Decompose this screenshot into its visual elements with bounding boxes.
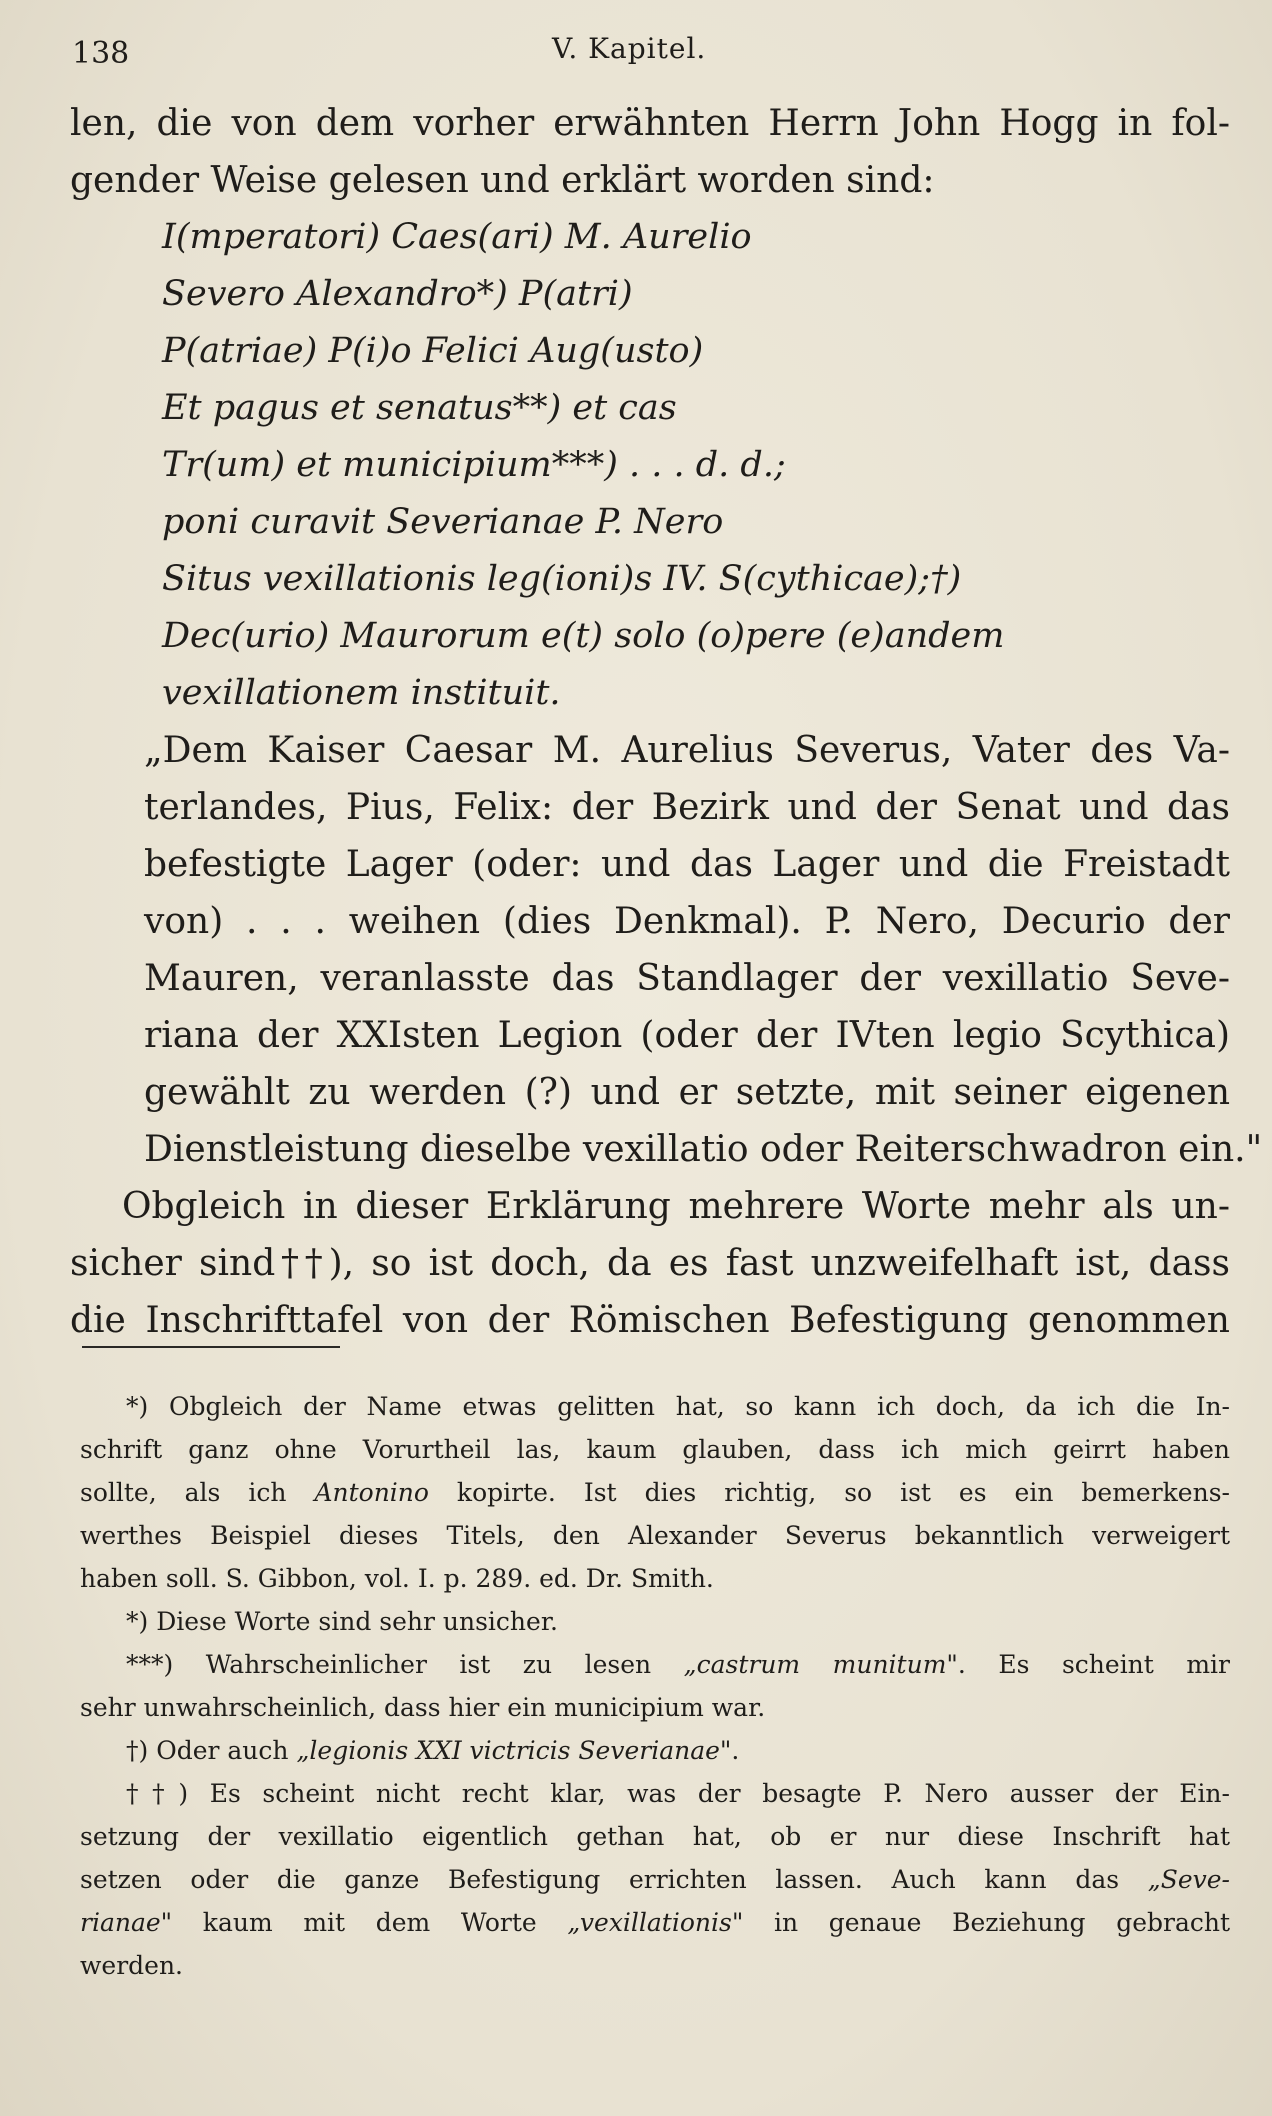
main-text (70, 95, 1263, 1349)
footnote-text: . Es scheint mir (957, 1650, 1230, 1679)
text-line: gender Weise gelesen und erklärt worden sind: (70, 160, 935, 201)
footnote-line (80, 1471, 1230, 1514)
inscription-line: Et pagus et senatus**) et cas (162, 388, 677, 428)
closing-paragraph (70, 1178, 1230, 1349)
inscription-line: I(mperatori) Caes(ari) M. Aurelio (162, 217, 752, 257)
footnote-line: werden. (80, 1951, 183, 1980)
footnote-italic: „Seve- (1147, 1865, 1230, 1894)
inscription-line: Situs vexillationis leg(ioni)s IV. S(cythicae);†) (162, 559, 962, 599)
text-line: Dienstleistung dieselbe vexillatio oder Reiterschwadron ein." (144, 1129, 1263, 1170)
footnote-italic: „legionis XXI victricis Severianae" (296, 1736, 732, 1765)
translation-paragraph (70, 722, 1263, 1178)
text-line: gewählt zu werden (?) und er setzte, mit seiner eigenen (144, 1072, 1230, 1113)
footnote-line: setzung der vexillatio eigentlich gethan hat, ob er nur diese Inschrift hat (80, 1822, 1230, 1851)
footnote-rule (82, 1346, 340, 1348)
footnote-line (80, 1729, 1230, 1772)
footnote-text: kaum mit dem Worte (172, 1908, 568, 1937)
footnote-line: werthes Beispiel dieses Titels, den Alexander Severus bekanntlich verweigert (80, 1521, 1230, 1550)
footnote-italic: Antonino (314, 1478, 429, 1507)
footnote-text: . (731, 1736, 740, 1765)
text-line: Obgleich in dieser Erklärung mehrere Worte mehr als un- (122, 1186, 1230, 1227)
footnote-italic: rianae" (80, 1908, 173, 1937)
text-line: von) . . . weihen (dies Denkmal). P. Nero, Decurio der (144, 901, 1230, 942)
inscription-line: vexillationem instituit. (162, 673, 561, 713)
page-number: 138 (72, 36, 130, 71)
footnote-line (80, 1901, 1230, 1944)
inscription-line: Severo Alexandro*) P(atri) (162, 274, 633, 314)
footnote-italic: „castrum munitum" (683, 1650, 958, 1679)
text-line: befestigte Lager (oder: und das Lager und die Freistadt (144, 844, 1230, 885)
footnote-line (80, 1643, 1230, 1686)
text-line: sicher sind††), so ist doch, da es fast unzweifelhaft ist, dass (70, 1243, 1230, 1284)
footnote-text: in genaue Beziehung gebracht (743, 1908, 1230, 1937)
footnote-text: sollte, als ich (80, 1478, 315, 1507)
running-head: V. Kapitel. (552, 32, 707, 65)
inscription-line: poni curavit Severianae P. Nero (162, 502, 724, 542)
footnotes (80, 1385, 1230, 1987)
text-line: die Inschrifttafel von der Römischen Befestigung genommen (70, 1300, 1230, 1341)
footnote-line: sehr unwahrscheinlich, dass hier ein municipium war. (80, 1693, 766, 1722)
inscription-line: Tr(um) et municipium***) . . . d. d.; (162, 445, 786, 485)
footnote-line: schrift ganz ohne Vorurtheil las, kaum glauben, dass ich mich geirrt haben (80, 1435, 1230, 1464)
footnote-line: haben soll. S. Gibbon, vol. I. p. 289. ed. Dr. Smith. (80, 1564, 714, 1593)
text-line: Mauren, veranlasste das Standlager der vexillatio Seve- (144, 958, 1230, 999)
text-line: terlandes, Pius, Felix: der Bezirk und der Senat und das (144, 787, 1230, 828)
footnote-line: ††) Es scheint nicht recht klar, was der besagte P. Nero ausser der Ein- (126, 1779, 1230, 1808)
footnote-text: †) Oder auch (126, 1736, 297, 1765)
latin-inscription (70, 209, 1230, 722)
text-line: „Dem Kaiser Caesar M. Aurelius Severus, Vater des Va- (144, 730, 1230, 771)
footnote-text: ***) Wahrscheinlicher ist zu lesen (126, 1650, 684, 1679)
text-line: len, die von dem vorher erwähnten Herrn John Hogg in fol- (70, 103, 1230, 144)
footnote-line: *) Obgleich der Name etwas gelitten hat, so kann ich doch, da ich die In- (126, 1392, 1230, 1421)
inscription-line: Dec(urio) Maurorum e(t) solo (o)pere (e)andem (162, 616, 1005, 656)
inscription-line: P(atriae) P(i)o Felici Aug(usto) (162, 331, 704, 371)
page-header (0, 22, 1272, 82)
footnote-line (80, 1858, 1230, 1901)
footnote-line: *) Diese Worte sind sehr unsicher. (126, 1607, 558, 1636)
footnote-text: setzen oder die ganze Befestigung errichten lassen. Auch kann das (80, 1865, 1148, 1894)
footnote-text: kopirte. Ist dies richtig, so ist es ein bemerkens- (428, 1478, 1230, 1507)
text-line: riana der XXIsten Legion (oder der IVten legio Scythica) (144, 1015, 1230, 1056)
footnote-italic: „vexillationis" (567, 1908, 744, 1937)
